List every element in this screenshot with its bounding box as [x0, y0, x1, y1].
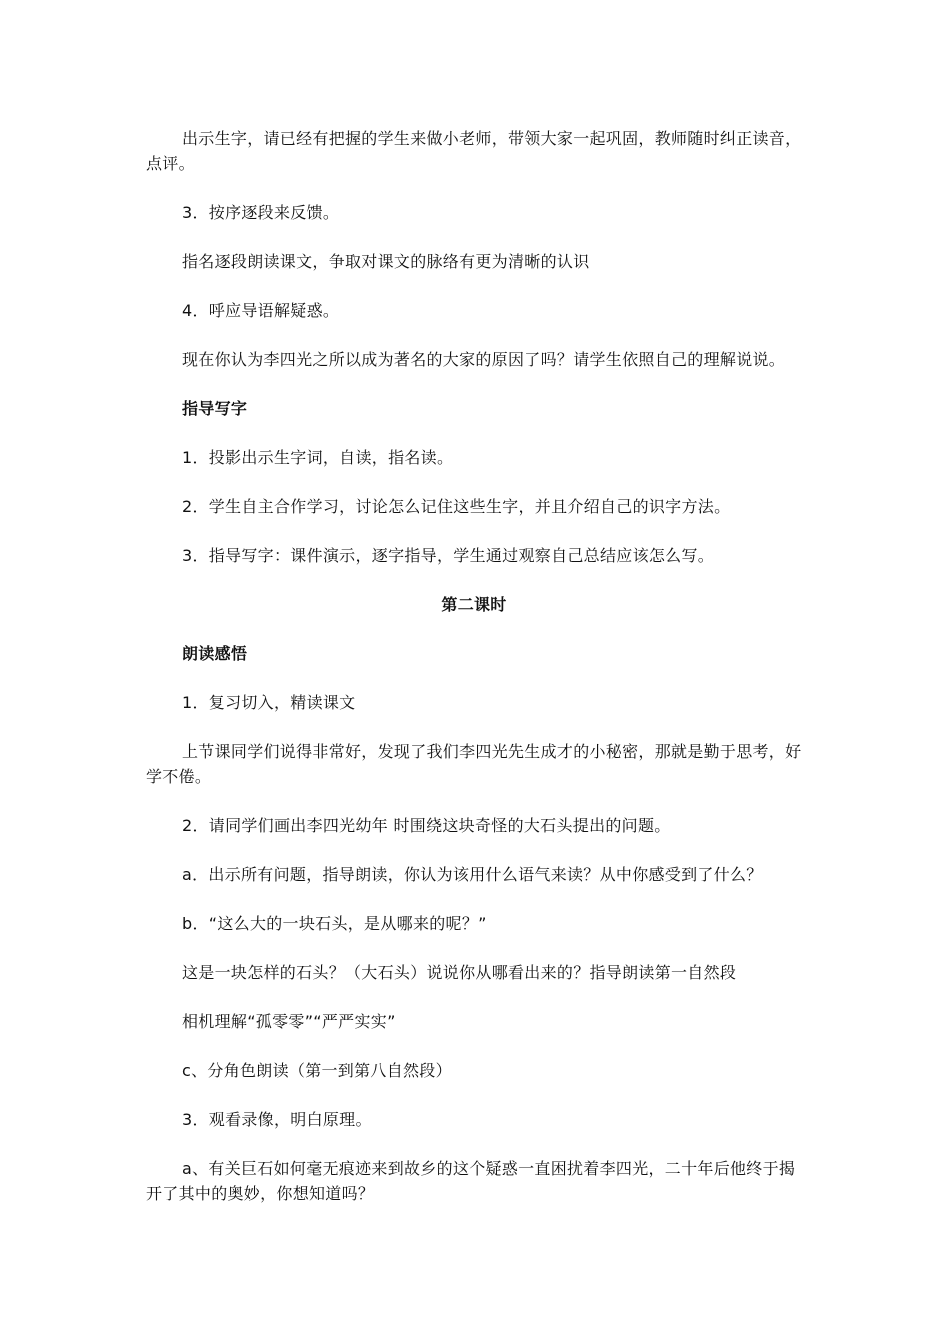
section-heading-writing: 指导写字	[182, 399, 248, 418]
paragraph-reading-1: 1．复习切入，精读课文	[182, 693, 356, 712]
paragraph-writing-1: 1．投影出示生字词，自读，指名读。	[182, 448, 454, 467]
paragraph-review: 上节课同学们说得非常好，发现了我们李四光先生成才的小秘密，那就是勤于思考，好学不倦。	[146, 742, 802, 786]
paragraph-reason: 现在你认为李四光之所以成为著名的大家的原因了吗？请学生依照自己的理解说说。	[182, 350, 786, 369]
paragraph-reading-2: 2．请同学们画出李四光幼年 时围绕这块奇怪的大石头提出的问题。	[182, 816, 671, 835]
paragraph-reading-3: 3．观看录像，明白原理。	[182, 1110, 372, 1129]
paragraph-step-4: 4．呼应导语解疑惑。	[182, 301, 340, 320]
lesson-heading: 第二课时	[441, 595, 507, 614]
paragraph-step-3: 3．按序逐段来反馈。	[182, 203, 340, 222]
paragraph-writing-2: 2．学生自主合作学习，讨论怎么记住这些生字，并且介绍自己的识字方法。	[182, 497, 731, 516]
paragraph-item-a: a．出示所有问题，指导朗读，你认为该用什么语气来读？从中你感受到了什么？	[182, 865, 763, 884]
paragraph-intro: 出示生字，请已经有把握的学生来做小老师，带领大家一起巩固，教师随时纠正读音，点评。	[146, 129, 802, 173]
paragraph-item-b: b．“这么大的一块石头，是从哪来的呢？”	[182, 914, 487, 933]
paragraph-read-aloud: 指名逐段朗读课文，争取对课文的脉络有更为清晰的认识	[182, 252, 590, 271]
paragraph-item-c: c、分角色朗读（第一到第八自然段）	[182, 1061, 452, 1080]
paragraph-stone-question: 这是一块怎样的石头？（大石头）说说你从哪看出来的？指导朗读第一自然段	[182, 963, 737, 982]
paragraph-final: a、有关巨石如何毫无痕迹来到故乡的这个疑惑一直困扰着李四光，二十年后他终于揭开了其中的奥妙，你想知道吗？	[146, 1159, 796, 1203]
document-body	[146, 126, 802, 1230]
paragraph-vocabulary: 相机理解“孤零零”“严严实实”	[182, 1012, 396, 1031]
section-heading-reading: 朗读感悟	[182, 644, 248, 663]
paragraph-writing-3: 3．指导写字：课件演示，逐字指导，学生通过观察自己总结应该怎么写。	[182, 546, 715, 565]
